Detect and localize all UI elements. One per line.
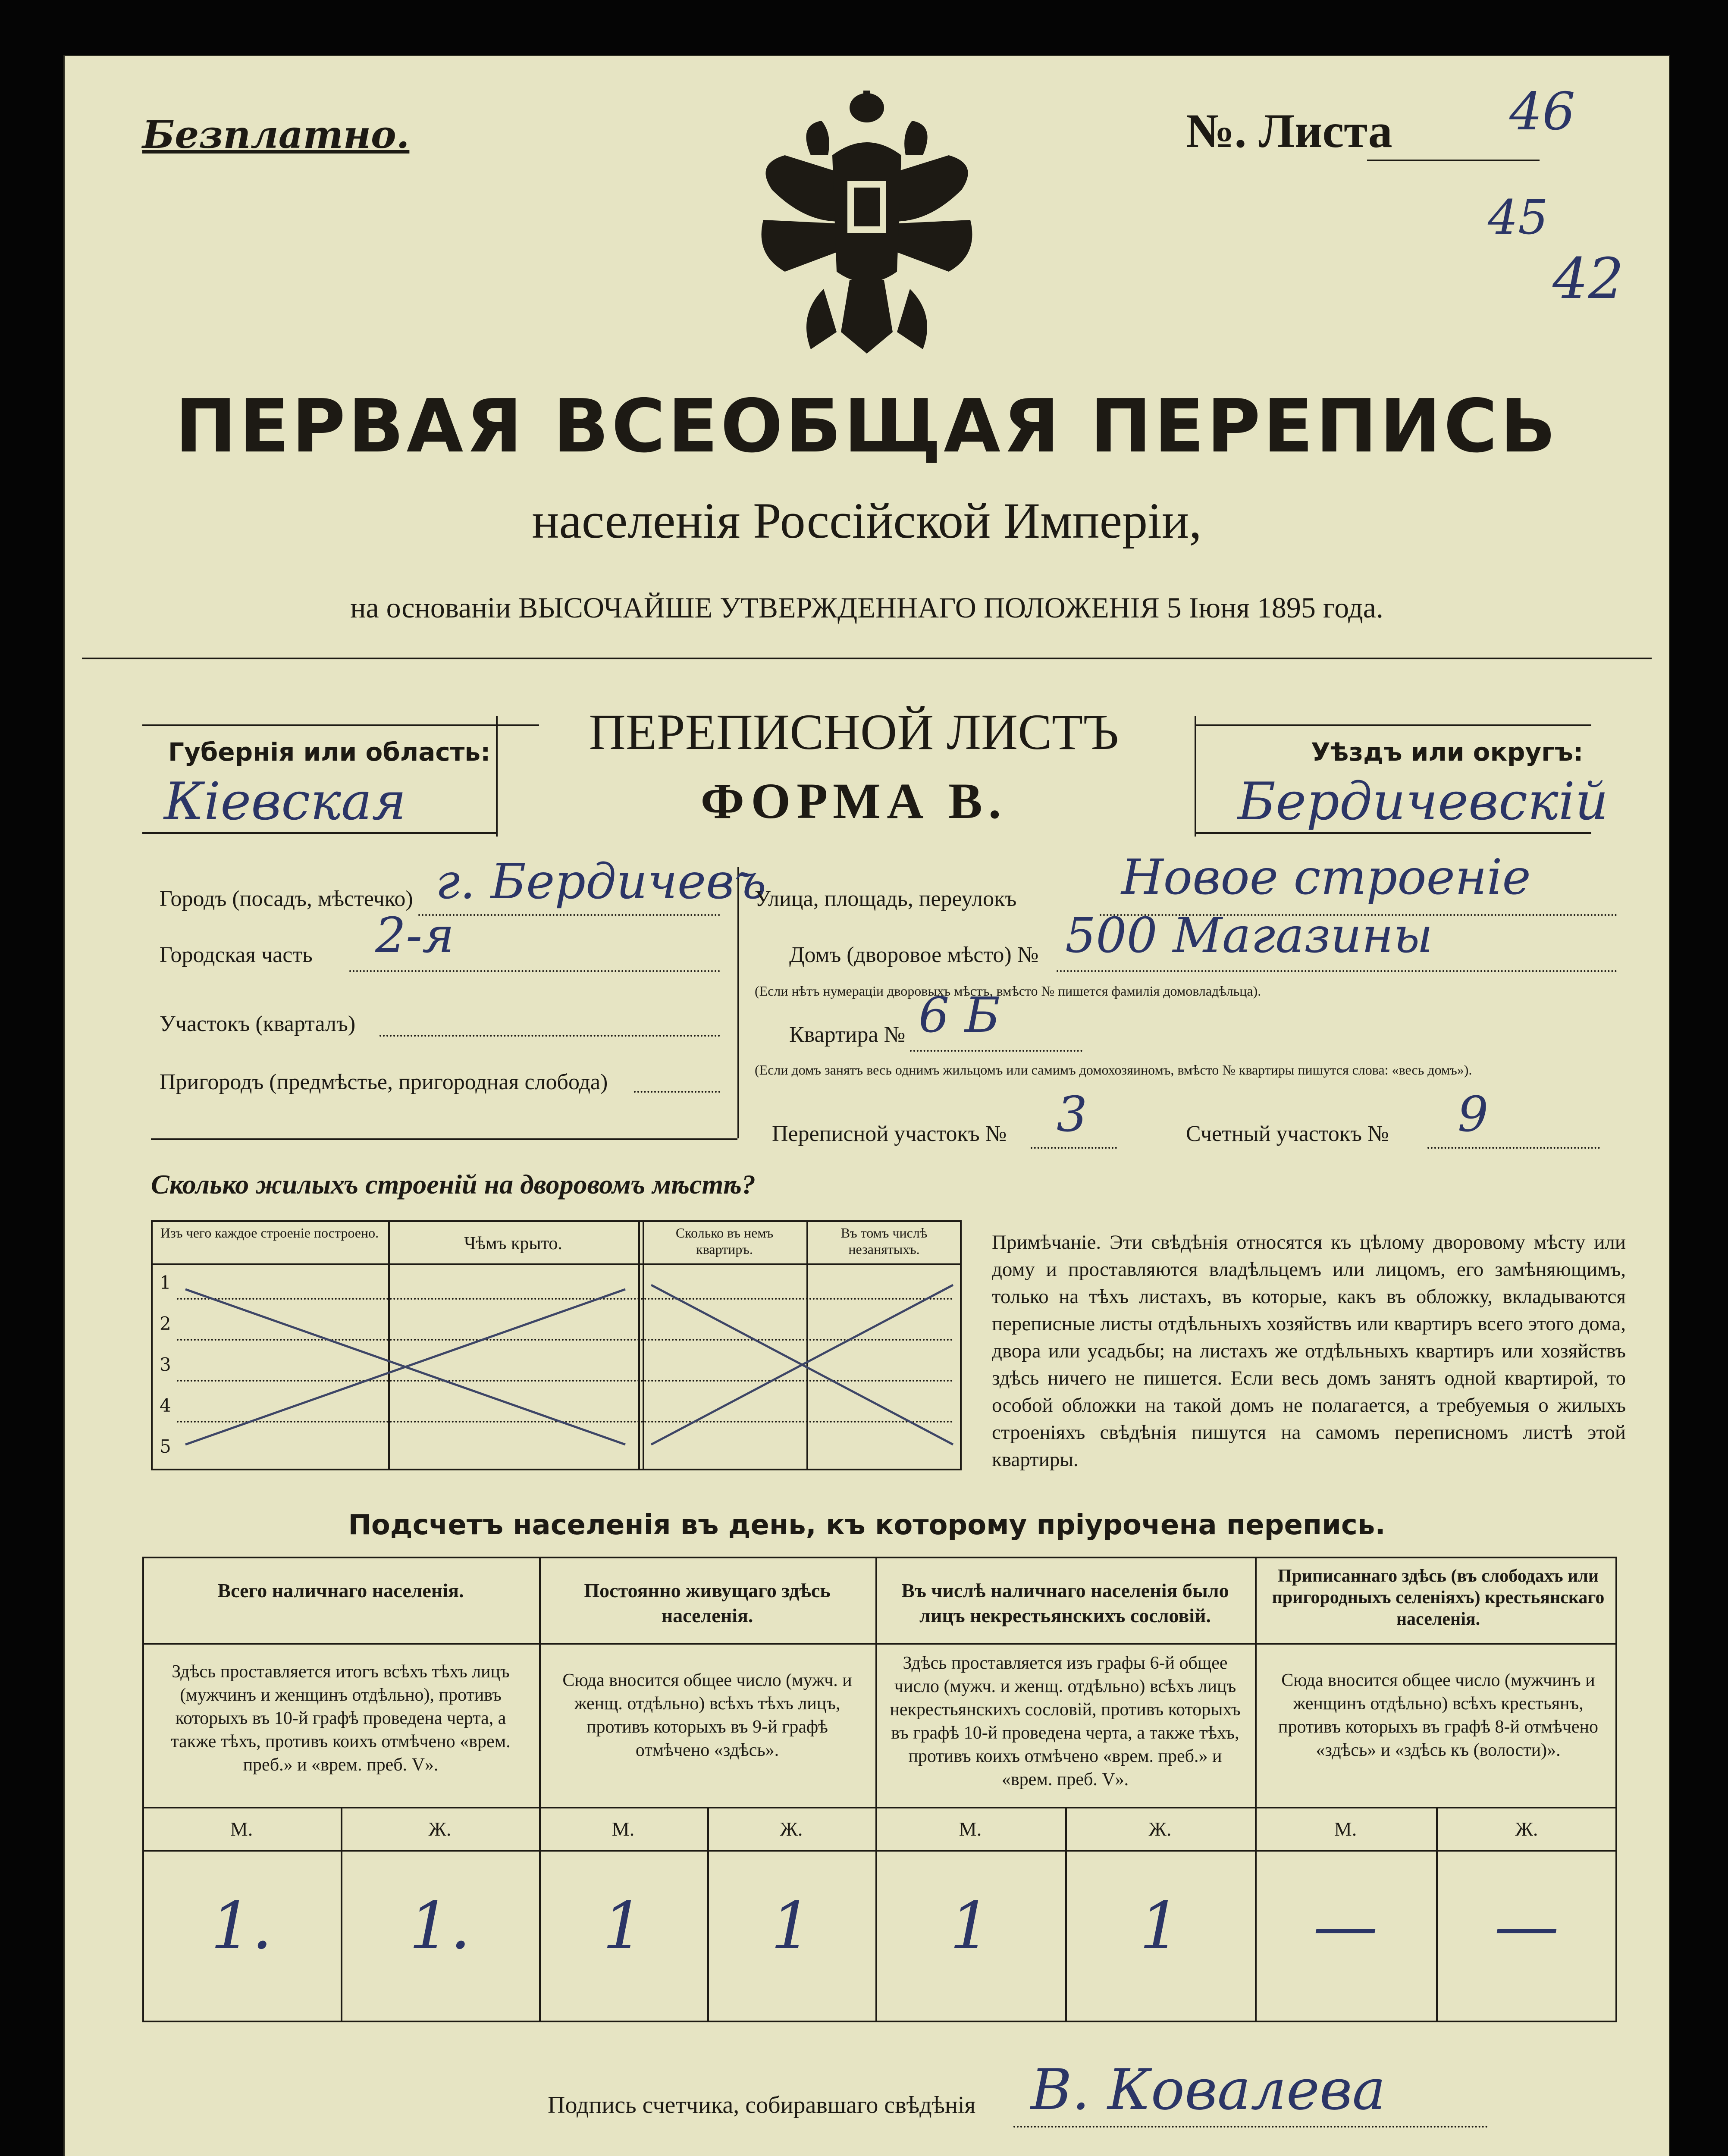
count-section-value: 9 bbox=[1458, 1087, 1489, 1143]
form-name: ФОРМА В. bbox=[700, 773, 1007, 829]
count-col3-head: Въ числѣ наличнаго населенія было лицъ некрестьянскихъ сословій. bbox=[901, 1579, 1229, 1626]
col-roof: Чѣмъ крыто. bbox=[464, 1234, 562, 1253]
city-part-value: 2-я bbox=[375, 908, 455, 964]
apartment-note: (Если домъ занятъ весь однимъ жильцомъ или самимъ домохозяиномъ, вмѣсто № квартиры пишутся слова: «весь домъ»). bbox=[755, 1062, 1472, 1078]
col4-male-label: М. bbox=[1334, 1818, 1357, 1840]
col4-female-value: — bbox=[1494, 1889, 1559, 1964]
count-col4-head: Приписаннаго здѣсь (въ слободахъ или пригородныхъ селеніяхъ) крестьянскаго населенія. bbox=[1272, 1566, 1605, 1629]
handwritten-42: 42 bbox=[1552, 246, 1624, 311]
city-value: г. Бердичевъ bbox=[436, 854, 766, 910]
crossed-out-marks bbox=[151, 1263, 962, 1470]
street-label: Улица, площадь, переулокъ bbox=[755, 887, 1017, 911]
city-label: Городъ (посадъ, мѣстечко) bbox=[160, 887, 413, 911]
col1-female-value: 1. bbox=[409, 1889, 471, 1964]
suburb-label: Пригородъ (предмѣстье, пригородная слобода) bbox=[160, 1070, 608, 1094]
col3-female-value: 1 bbox=[1139, 1889, 1181, 1964]
structure-row-3: 3 bbox=[160, 1354, 171, 1375]
count-col1-body: Здѣсь проставляется итогъ всѣхъ тѣхъ лицъ (мужчинъ и женщинъ отдѣльно), противъ которыхъ въ 10-й графѣ проведена черта, а также тѣхъ, противъ коихъ отмѣчено «врем. преб.» и «врем. преб. V». bbox=[171, 1662, 511, 1775]
house-value: 500 Магазины bbox=[1065, 908, 1433, 964]
col4-male-value: — bbox=[1313, 1889, 1378, 1964]
col2-male-value: 1 bbox=[602, 1889, 644, 1964]
col2-female-value: 1 bbox=[771, 1889, 812, 1964]
structure-row-4: 4 bbox=[160, 1395, 171, 1416]
house-note: (Если нѣтъ нумераціи дворовыхъ мѣстъ, вмѣсто № пишется фамилія домовладѣльца). bbox=[755, 983, 1261, 999]
handwritten-45: 45 bbox=[1488, 190, 1548, 245]
double-headed-eagle-icon bbox=[746, 91, 988, 375]
sheet-number-label: №. Листа bbox=[1186, 104, 1392, 158]
apartment-value: 6 Б bbox=[919, 987, 1000, 1044]
structure-row-2: 2 bbox=[160, 1313, 171, 1334]
province-value: Кіевская bbox=[164, 772, 406, 832]
county-label: Уѣздъ или округъ: bbox=[1311, 737, 1584, 767]
precinct-label: Участокъ (кварталъ) bbox=[160, 1012, 356, 1036]
signature-label: Подпись счетчика, собиравшаго свѣдѣнія bbox=[548, 2092, 976, 2118]
count-col4-body: Сюда вносится общее число (мужчинъ и женщинъ отдѣльно) всѣхъ крестьянъ, противъ которыхъ въ графѣ 8-й отмѣчено «здѣсь» и «здѣсь къ (волости)». bbox=[1278, 1670, 1598, 1760]
page-title: ПЕРВАЯ ВСЕОБЩАЯ ПЕРЕПИСЬ bbox=[175, 384, 1559, 469]
sheet-number-value: 46 bbox=[1509, 82, 1575, 142]
col1-female-label: Ж. bbox=[428, 1818, 452, 1840]
count-section-label: Счетный участокъ № bbox=[1186, 1122, 1389, 1146]
structures-note: Примѣчаніе. Эти свѣдѣнія относятся къ цѣлому дворовому мѣсту или дому и проставляются владѣльцемъ или лицомъ, его замѣняющимъ, только на тѣхъ листахъ, въ которые, какъ въ обложку, вкладываются переписные листы отдѣльныхъ хозяйствъ или квартиръ всего этого дома, двора или усадьбы; на листахъ же отдѣльныхъ квартиръ или хозяйствъ здѣсь ничего не пишется. Если весь домъ занятъ одной квартирой, то особой обложки на такой домъ не полагается, а требуемыя о жилыхъ строеніяхъ свѣдѣнія пишутся на самомъ переписномъ листѣ этой квартиры. bbox=[992, 1231, 1626, 1471]
col-apartments: Сколько въ немъ квартиръ. bbox=[675, 1225, 774, 1257]
free-label: Безплатно. bbox=[142, 112, 410, 157]
page-subtitle: населенія Россійской Имперіи, bbox=[532, 492, 1202, 549]
col3-female-label: Ж. bbox=[1148, 1818, 1172, 1840]
count-col1-head: Всего наличнаго населенія. bbox=[217, 1579, 464, 1601]
decree-line: на основаніи ВЫСОЧАЙШЕ УТВЕРЖДЕННАГО ПОЛОЖЕНІЯ 5 Іюня 1895 года. bbox=[350, 591, 1383, 624]
house-label: Домъ (дворовое мѣсто) № bbox=[789, 943, 1039, 967]
structures-question: Сколько жилыхъ строеній на дворовомъ мѣстѣ? bbox=[151, 1169, 756, 1200]
count-col2-body: Сюда вносится общее число (мужч. и женщ. отдѣльно) всѣхъ тѣхъ лицъ, противъ которыхъ въ 9-й графѣ отмѣчено «здѣсь». bbox=[562, 1670, 852, 1760]
apartment-label: Квартира № bbox=[789, 1022, 906, 1047]
census-section-value: 3 bbox=[1057, 1087, 1088, 1143]
col-uninhabited: Въ томъ числѣ незанятыхъ. bbox=[840, 1225, 928, 1257]
col1-male-label: М. bbox=[230, 1818, 253, 1840]
col4-female-label: Ж. bbox=[1515, 1818, 1538, 1840]
col1-male-value: 1. bbox=[210, 1889, 273, 1964]
col2-male-label: М. bbox=[612, 1818, 635, 1840]
count-title: Подсчетъ населенія въ день, къ которому пріурочена перепись. bbox=[348, 1509, 1386, 1541]
col3-male-label: М. bbox=[959, 1818, 982, 1840]
col2-female-label: Ж. bbox=[780, 1818, 803, 1840]
census-sheet bbox=[65, 56, 1669, 2156]
street-value: Новое строеніе bbox=[1121, 849, 1531, 906]
province-label: Губернія или область: bbox=[168, 737, 491, 767]
form-title: ПЕРЕПИСНОЙ ЛИСТЪ bbox=[589, 704, 1119, 760]
col-material: Изъ чего каждое строеніе построено. bbox=[160, 1225, 379, 1241]
county-value: Бердичевскій bbox=[1238, 772, 1609, 832]
city-part-label: Городская часть bbox=[160, 943, 313, 967]
count-col3-body: Здѣсь проставляется изъ графы 6-й общее число (мужч. и женщ. отдѣльно) всѣхъ лицъ некрестьянскихъ сословій, противъ которыхъ въ графѣ 10-й проведена черта, а также тѣхъ, противъ коихъ отмѣчено «врем. преб.» и «врем. преб. V». bbox=[890, 1653, 1241, 1789]
signature-value: В. Ковалева bbox=[1031, 2057, 1386, 2122]
col3-male-value: 1 bbox=[950, 1889, 991, 1964]
census-section-label: Переписной участокъ № bbox=[772, 1122, 1007, 1146]
structure-row-5: 5 bbox=[160, 1436, 171, 1457]
count-col2-head: Постоянно живущаго здѣсь населенія. bbox=[584, 1579, 831, 1626]
structure-row-1: 1 bbox=[160, 1272, 171, 1293]
